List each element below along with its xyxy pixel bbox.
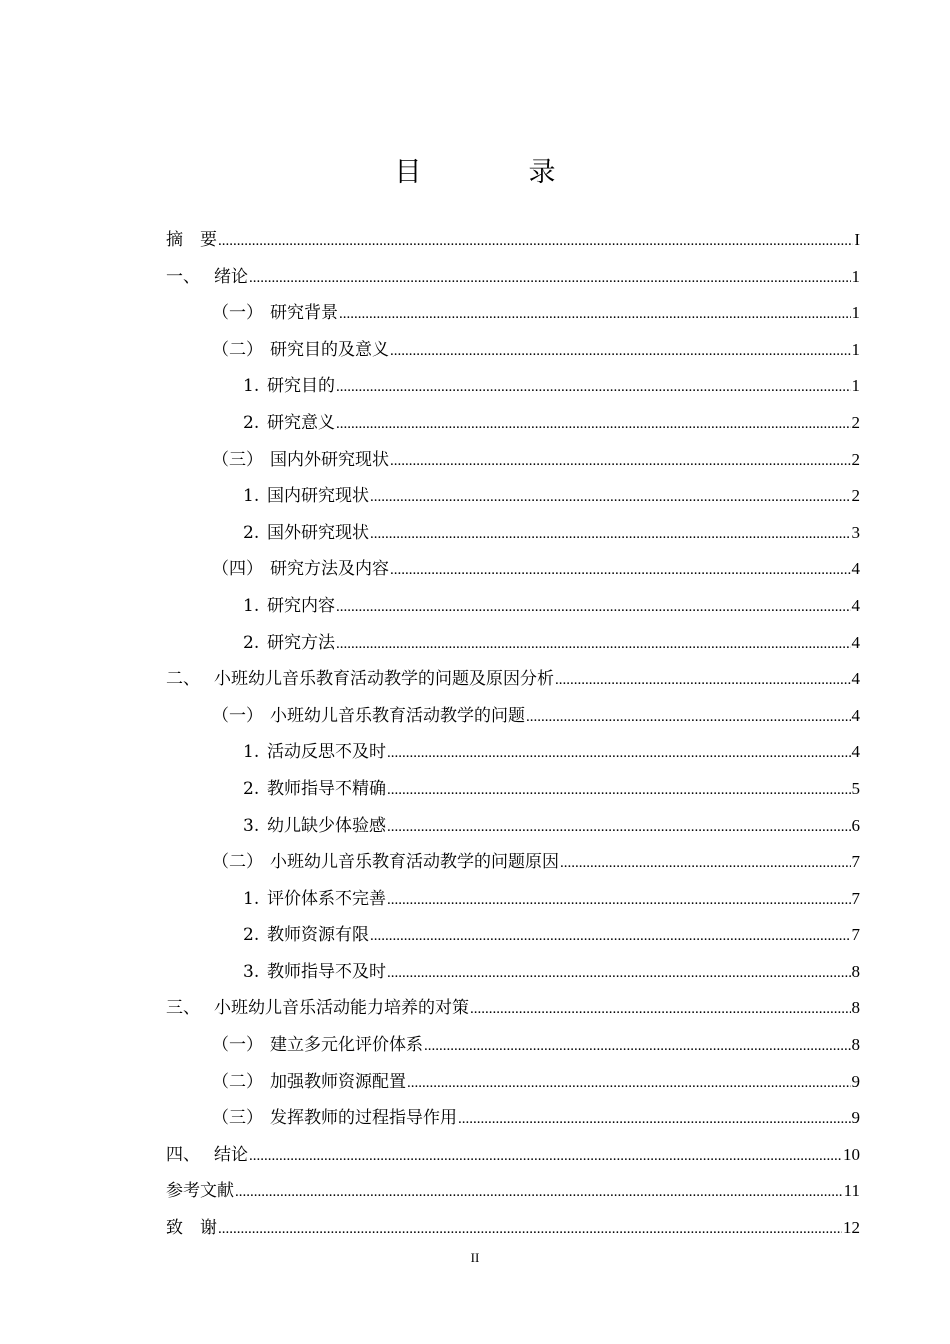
toc-entry-page: 4: [851, 669, 860, 689]
toc-entry-label: 结论: [214, 1144, 248, 1165]
toc-entry-page: 12: [843, 1218, 860, 1238]
toc-entry[interactable]: [166, 222, 860, 259]
dot-leader: [339, 296, 851, 333]
toc-entry[interactable]: [166, 515, 860, 552]
toc-entry-number: 三、: [166, 998, 200, 1019]
toc-entry-label: 评价体系不完善: [267, 888, 386, 909]
dot-leader: [336, 369, 851, 406]
table-of-contents: [166, 222, 860, 1247]
toc-entry[interactable]: [166, 808, 860, 845]
toc-entry-number: （一）: [212, 1035, 263, 1056]
toc-entry-number: 一、: [166, 266, 200, 287]
toc-entry-page: 4: [851, 595, 860, 615]
toc-entry-number: 2.: [243, 522, 260, 543]
dot-leader: [387, 809, 851, 846]
dot-leader: [407, 1065, 851, 1102]
toc-entry[interactable]: [166, 1027, 860, 1064]
dot-leader: [218, 1211, 842, 1248]
dot-leader: [249, 1138, 842, 1175]
toc-entry-label: 教师指导不精确: [267, 778, 386, 799]
dot-leader: [458, 1101, 851, 1138]
dot-leader: [387, 772, 851, 809]
toc-entry[interactable]: [166, 442, 860, 479]
toc-entry-number: 2.: [243, 632, 260, 653]
page-number: II: [470, 1250, 480, 1265]
toc-entry-label: 小班幼儿音乐教育活动教学的问题及原因分析: [214, 669, 554, 690]
toc-entry[interactable]: [166, 698, 860, 735]
toc-entry[interactable]: [166, 259, 860, 296]
toc-entry-page: 8: [851, 1035, 860, 1055]
dot-leader: [424, 1028, 851, 1065]
toc-entry-page: 1: [851, 303, 860, 323]
toc-entry-number: （二）: [212, 852, 263, 873]
toc-entry[interactable]: [166, 332, 860, 369]
toc-entry-number: 1.: [243, 376, 260, 397]
toc-entry-label: 加强教师资源配置: [270, 1071, 406, 1092]
page-title: 目 录: [394, 157, 596, 188]
toc-entry-page: 10: [843, 1144, 860, 1164]
toc-entry-page: 4: [851, 632, 860, 652]
toc-entry[interactable]: [166, 734, 860, 771]
toc-entry-number: （一）: [212, 705, 263, 726]
toc-entry-page: 1: [851, 266, 860, 286]
toc-entry[interactable]: [166, 588, 860, 625]
toc-entry[interactable]: [166, 478, 860, 515]
dot-leader: [370, 479, 851, 516]
toc-entry[interactable]: [166, 1173, 860, 1210]
toc-entry-number: （一）: [212, 303, 263, 324]
toc-entry[interactable]: [166, 1210, 860, 1247]
toc-entry-label: 国外研究现状: [267, 522, 369, 543]
toc-entry-label: 绪论: [214, 266, 248, 287]
toc-entry-page: 8: [851, 998, 860, 1018]
toc-entry-number: 1.: [243, 888, 260, 909]
toc-entry-number: （二）: [212, 339, 263, 360]
toc-entry-label: 摘 要: [166, 230, 217, 250]
toc-entry-number: （三）: [212, 1108, 263, 1129]
toc-entry[interactable]: [166, 990, 860, 1027]
toc-entry[interactable]: [166, 368, 860, 405]
dot-leader: [336, 589, 851, 626]
toc-entry-label: 研究目的: [267, 376, 335, 397]
toc-entry-label: 发挥教师的过程指导作用: [270, 1108, 457, 1129]
toc-entry-page: 11: [843, 1181, 860, 1201]
toc-entry-label: 研究方法及内容: [270, 559, 389, 580]
toc-entry-page: 7: [851, 888, 860, 908]
dot-leader: [387, 955, 851, 992]
dot-leader: [370, 516, 851, 553]
toc-entry[interactable]: [166, 771, 860, 808]
toc-entry-number: 3.: [243, 961, 260, 982]
toc-entry-number: 2.: [243, 412, 260, 433]
toc-entry-number: （二）: [212, 1071, 263, 1092]
toc-entry-page: 1: [851, 376, 860, 396]
dot-leader: [370, 918, 851, 955]
toc-entry-number: 1.: [243, 742, 260, 763]
toc-entry-label: 参考文献: [166, 1181, 234, 1202]
toc-entry-page: 2: [851, 412, 860, 432]
toc-entry-page: 7: [851, 852, 860, 872]
toc-entry-page: 3: [851, 522, 860, 542]
toc-entry-label: 国内研究现状: [267, 486, 369, 507]
toc-entry-page: 5: [851, 778, 860, 798]
toc-entry[interactable]: [166, 1064, 860, 1101]
toc-entry-page: 4: [851, 705, 860, 725]
toc-entry-label: 建立多元化评价体系: [270, 1035, 423, 1056]
dot-leader: [560, 845, 851, 882]
toc-entry-number: （三）: [212, 449, 263, 470]
toc-entry-page: 4: [851, 742, 860, 762]
toc-entry-label: 教师指导不及时: [267, 961, 386, 982]
toc-entry-label: 研究背景: [270, 303, 338, 324]
dot-leader: [218, 223, 853, 260]
toc-entry-page: 4: [851, 559, 860, 579]
dot-leader: [336, 626, 851, 663]
toc-entry-page: 8: [851, 961, 860, 981]
toc-entry-number: （四）: [212, 559, 263, 580]
toc-entry-label: 国内外研究现状: [270, 449, 389, 470]
toc-entry-page: 6: [851, 815, 860, 835]
toc-entry-number: 2.: [243, 925, 260, 946]
toc-entry-number: 3.: [243, 815, 260, 836]
toc-entry-label: 研究意义: [267, 412, 335, 433]
toc-entry-label: 研究目的及意义: [270, 339, 389, 360]
toc-entry-label: 小班幼儿音乐教育活动教学的问题原因: [270, 852, 559, 873]
toc-entry-page: 7: [851, 925, 860, 945]
toc-entry-number: 二、: [166, 669, 200, 690]
toc-entry-number: 2.: [243, 778, 260, 799]
toc-entry-number: 1.: [243, 486, 260, 507]
dot-leader: [336, 406, 851, 443]
dot-leader: [235, 1174, 843, 1211]
dot-leader: [526, 699, 851, 736]
toc-entry[interactable]: [166, 405, 860, 442]
dot-leader: [390, 333, 851, 370]
toc-entry-number: 1.: [243, 595, 260, 616]
toc-entry-page: 1: [851, 339, 860, 359]
toc-entry-page: 2: [851, 486, 860, 506]
toc-entry[interactable]: [166, 917, 860, 954]
toc-entry-label: 幼儿缺少体验感: [267, 815, 386, 836]
toc-entry-page: 9: [851, 1071, 860, 1091]
toc-entry-label: 活动反思不及时: [267, 742, 386, 763]
toc-entry-label: 教师资源有限: [267, 925, 369, 946]
toc-entry[interactable]: [166, 661, 860, 698]
dot-leader: [387, 735, 851, 772]
dot-leader: [390, 552, 851, 589]
dot-leader: [390, 443, 851, 480]
toc-entry[interactable]: [166, 625, 860, 662]
toc-entry[interactable]: [166, 295, 860, 332]
dot-leader: [249, 260, 851, 297]
dot-leader: [555, 662, 851, 699]
toc-entry-page: 2: [851, 449, 860, 469]
toc-entry-number: 四、: [166, 1144, 200, 1165]
toc-entry[interactable]: [166, 551, 860, 588]
toc-entry[interactable]: [166, 844, 860, 881]
toc-entry-label: 研究内容: [267, 595, 335, 616]
toc-entry[interactable]: [166, 954, 860, 991]
toc-entry[interactable]: [166, 1137, 860, 1174]
toc-entry[interactable]: [166, 881, 860, 918]
toc-entry-label: 研究方法: [267, 632, 335, 653]
toc-entry[interactable]: [166, 1100, 860, 1137]
toc-entry-page: I: [854, 230, 860, 249]
toc-entry-label: 致 谢: [166, 1218, 217, 1239]
toc-entry-page: 9: [851, 1108, 860, 1128]
dot-leader: [387, 882, 851, 919]
dot-leader: [470, 991, 851, 1028]
toc-entry-label: 小班幼儿音乐活动能力培养的对策: [214, 998, 469, 1019]
toc-entry-label: 小班幼儿音乐教育活动教学的问题: [270, 705, 525, 726]
